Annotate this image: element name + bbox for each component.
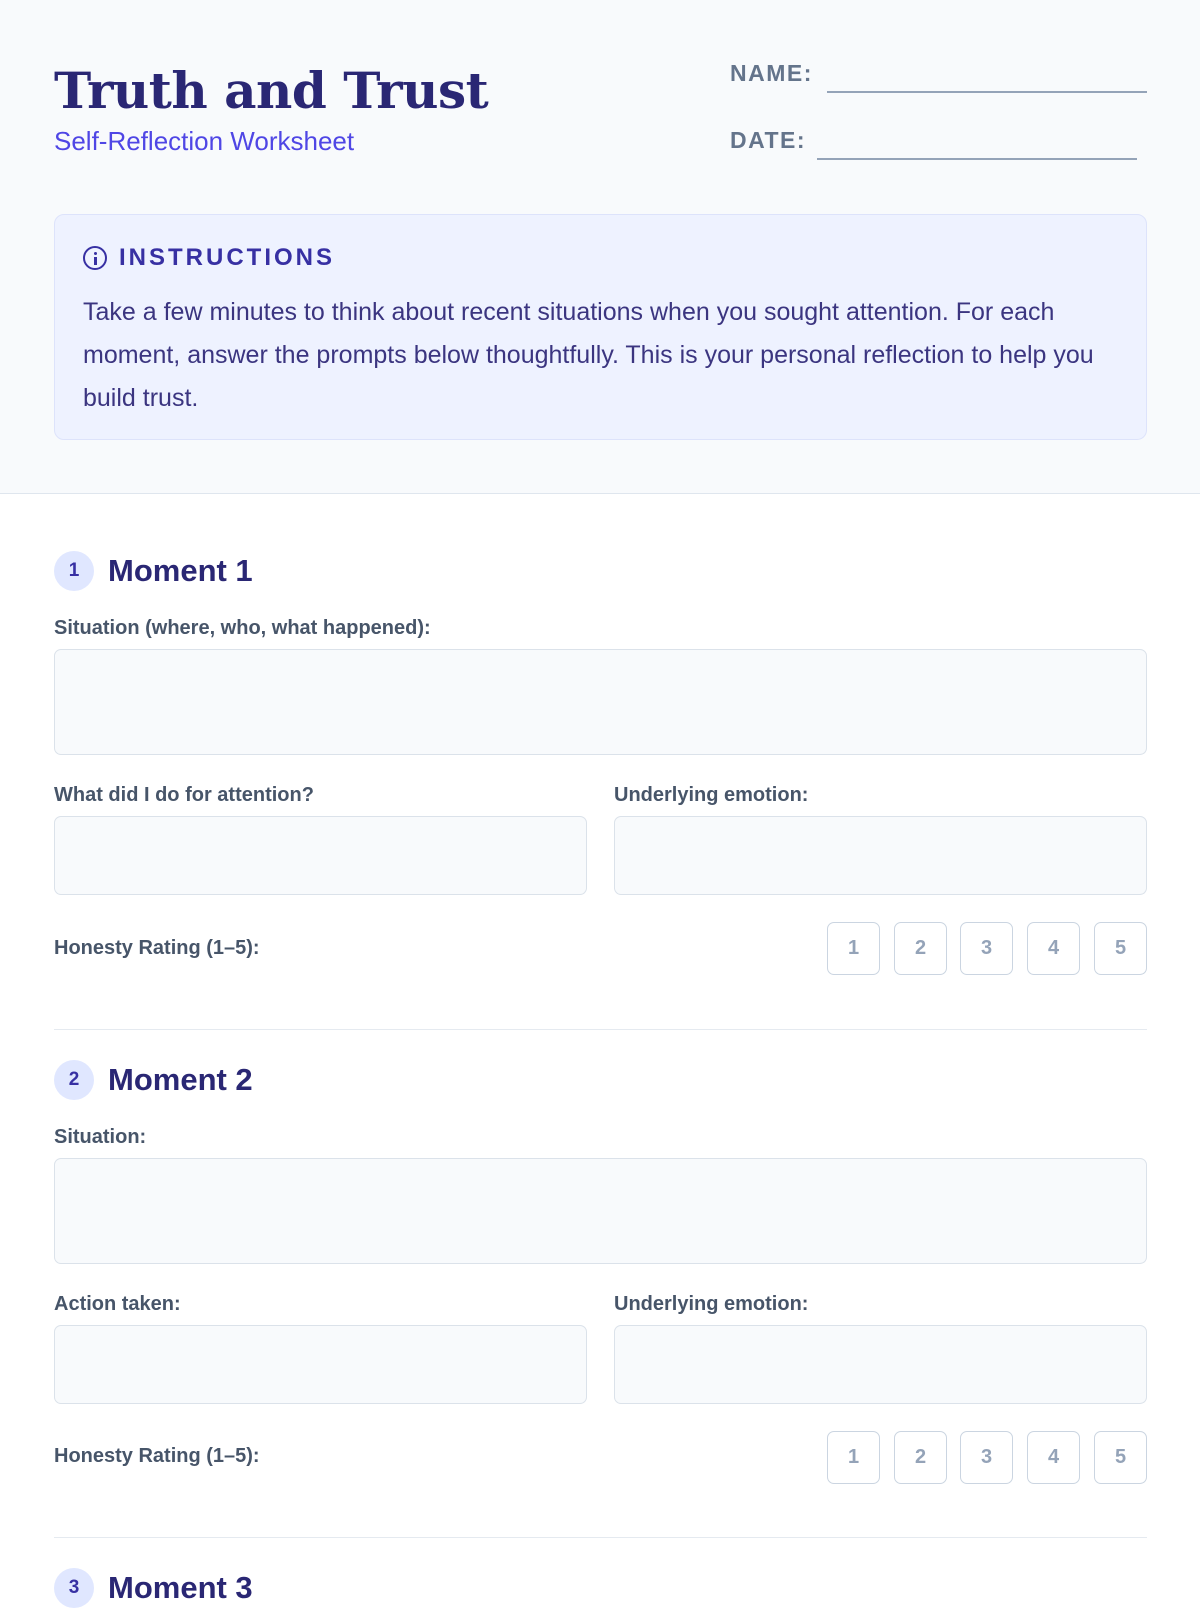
emotion-input[interactable] <box>614 1325 1147 1404</box>
moment-number-badge: 2 <box>54 1060 94 1100</box>
page-subtitle: Self-Reflection Worksheet <box>54 126 355 156</box>
moment-title: Moment 3 <box>108 1570 253 1605</box>
moment-2-heading <box>54 1060 253 1100</box>
date-field[interactable] <box>817 158 1137 160</box>
info-icon <box>83 246 107 270</box>
situation-label: Situation: <box>54 1126 147 1148</box>
rating-option-3[interactable]: 3 <box>960 1431 1013 1484</box>
rating-option-5[interactable]: 5 <box>1094 1431 1147 1484</box>
rating-option-4[interactable]: 4 <box>1027 1431 1080 1484</box>
instructions-heading <box>83 245 335 271</box>
moment-title: Moment 2 <box>108 1062 253 1097</box>
moment-number-badge: 3 <box>54 1568 94 1608</box>
moment-1-heading <box>54 551 253 591</box>
section-divider <box>54 1029 1147 1030</box>
action-input[interactable] <box>54 816 587 895</box>
instructions-text: Take a few minutes to think about recent situations when you sought attention. For each moment, answer the prompts below thoughtfully. This is your personal reflection to help you build trust. <box>83 298 1094 412</box>
action-label: What did I do for attention? <box>54 784 314 806</box>
emotion-label: Underlying emotion: <box>614 1293 809 1315</box>
emotion-input[interactable] <box>614 816 1147 895</box>
rating-option-1[interactable]: 1 <box>827 1431 880 1484</box>
rating-option-3[interactable]: 3 <box>960 922 1013 975</box>
rating-option-2[interactable]: 2 <box>894 1431 947 1484</box>
honesty-rating-label: Honesty Rating (1–5): <box>54 1445 260 1467</box>
rating-option-5[interactable]: 5 <box>1094 922 1147 975</box>
date-label: DATE: <box>730 127 807 153</box>
rating-option-1[interactable]: 1 <box>827 922 880 975</box>
situation-input[interactable] <box>54 649 1147 755</box>
page-title: Truth and Trust <box>54 61 489 120</box>
action-label: Action taken: <box>54 1293 181 1315</box>
moment-3-heading <box>54 1568 253 1608</box>
situation-label: Situation (where, who, what happened): <box>54 617 431 639</box>
instructions-title: INSTRUCTIONS <box>119 244 335 271</box>
worksheet-header <box>0 0 1200 494</box>
rating-option-2[interactable]: 2 <box>894 922 947 975</box>
instructions-panel <box>54 214 1147 440</box>
moment-title: Moment 1 <box>108 553 253 588</box>
moment-number-badge: 1 <box>54 551 94 591</box>
name-label: NAME: <box>730 60 813 86</box>
section-divider <box>54 1537 1147 1538</box>
action-input[interactable] <box>54 1325 587 1404</box>
rating-option-4[interactable]: 4 <box>1027 922 1080 975</box>
honesty-rating-label: Honesty Rating (1–5): <box>54 937 260 959</box>
name-field[interactable] <box>827 91 1147 93</box>
situation-input[interactable] <box>54 1158 1147 1264</box>
emotion-label: Underlying emotion: <box>614 784 809 806</box>
